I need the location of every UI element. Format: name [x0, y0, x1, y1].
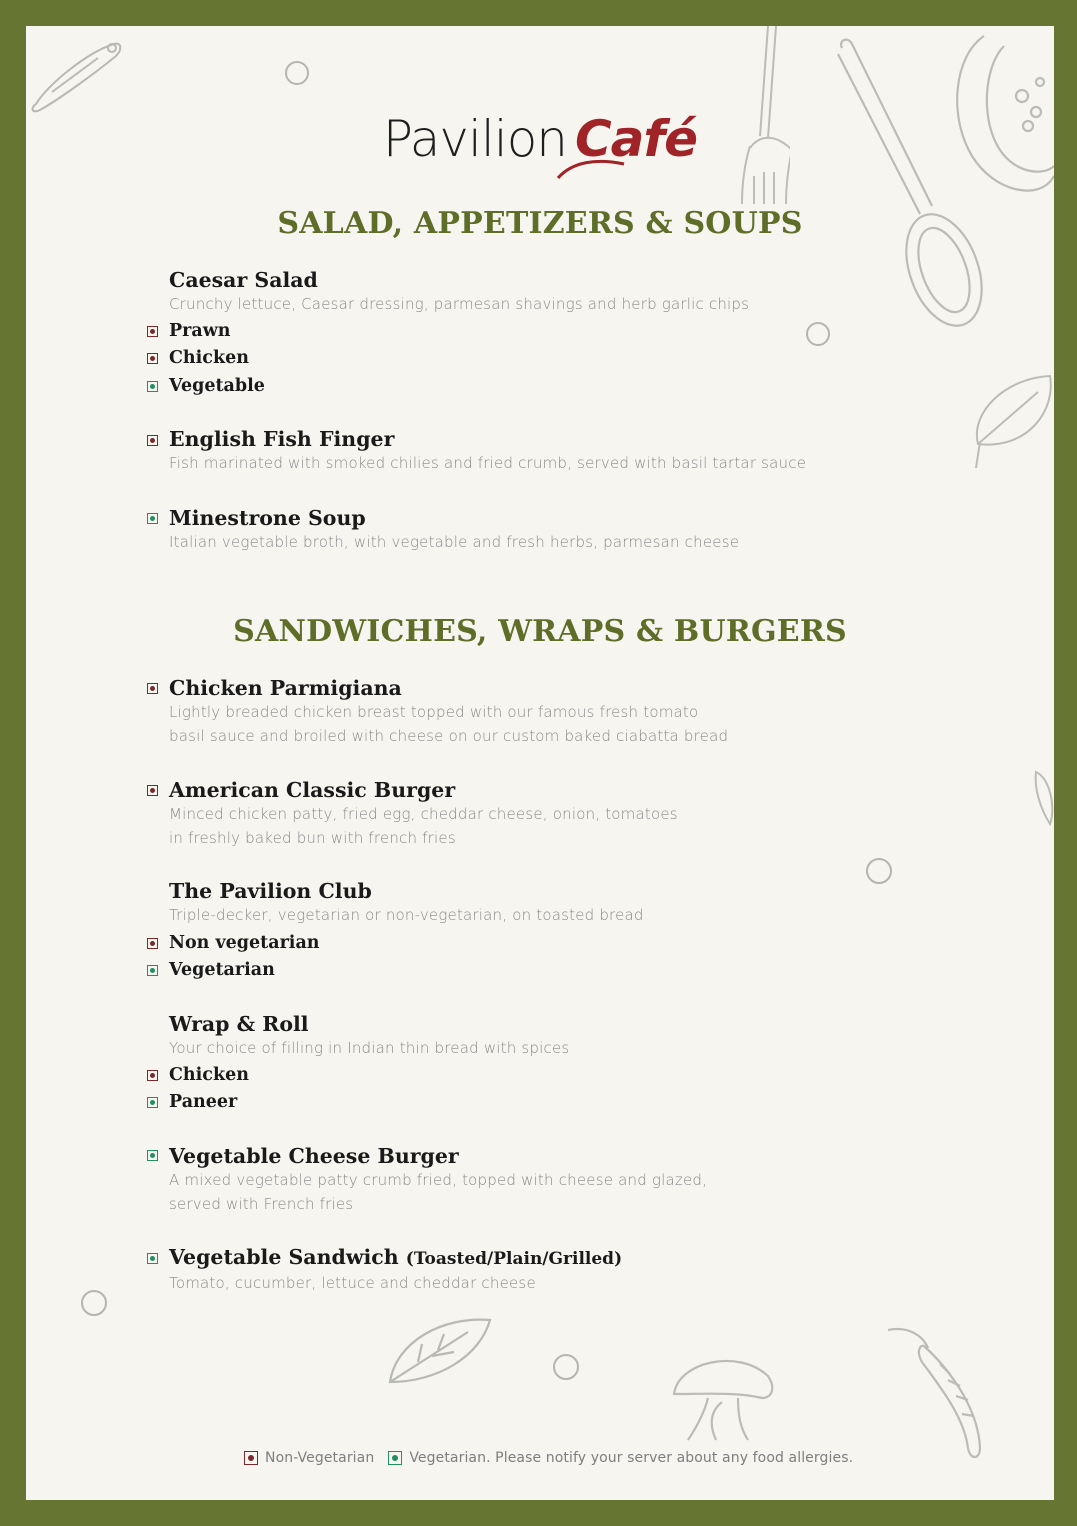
option-non-vegetarian: Non vegetarian: [169, 933, 320, 953]
chili-pepper-sketch-icon: [884, 1324, 994, 1464]
diet-legend: [244, 1450, 853, 1466]
option-chicken: Chicken: [169, 348, 249, 368]
brand-name-pavilion: Pavilion: [382, 110, 567, 168]
non-veg-icon: [147, 435, 158, 446]
option-chicken: Chicken: [169, 1065, 249, 1085]
non-veg-icon: [244, 1451, 258, 1465]
item-name: Caesar Salad: [169, 268, 318, 292]
option-paneer: Paneer: [169, 1092, 238, 1112]
non-veg-icon: [147, 938, 158, 949]
item-name-note: (Toasted/Plain/Grilled): [405, 1249, 623, 1269]
veg-icon: [147, 1150, 158, 1161]
legend-veg-label: Vegetarian. Please notify your server about any food allergies.: [409, 1450, 854, 1466]
item-description: Your choice of filling in Indian thin bread with spices: [169, 1039, 570, 1057]
mushroom-sketch-icon: [668, 1352, 778, 1442]
item-description-line2: in freshly baked bun with french fries: [169, 828, 456, 847]
brand-name-cafe: Café: [574, 110, 698, 168]
non-veg-icon: [147, 326, 158, 337]
option-vegetarian: Vegetarian: [169, 960, 275, 980]
item-description: Lightly breaded chicken breast topped with our famous fresh tomato: [169, 703, 699, 721]
item-name: American Classic Burger: [169, 778, 456, 802]
menu-page: [26, 26, 1054, 1500]
menu-item-wrap-roll: [169, 1012, 569, 1061]
section-title-salads: SALAD, APPETIZERS & SOUPS: [277, 206, 803, 241]
item-name: Minestrone Soup: [169, 506, 366, 530]
herb-sketch-icon: [1032, 768, 1054, 828]
veg-icon: [147, 513, 158, 524]
veg-icon: [147, 381, 158, 392]
menu-item-american-classic-burger: [169, 778, 678, 850]
non-veg-icon: [147, 683, 158, 694]
item-name-text: Vegetable Sandwich: [169, 1245, 399, 1269]
leaf-sketch-icon: [966, 372, 1054, 472]
menu-item-pavilion-club: [169, 879, 644, 928]
menu-item-minestrone-soup: [169, 506, 739, 555]
basil-leaf-sketch-icon: [382, 1312, 494, 1386]
brand-logo: [26, 110, 1054, 168]
menu-item-vegetable-cheese-burger: [169, 1144, 707, 1216]
item-name: Wrap & Roll: [169, 1012, 309, 1036]
item-description: Crunchy lettuce, Caesar dressing, parmesan shavings and herb garlic chips: [169, 295, 750, 313]
pea-icon: [552, 1352, 582, 1382]
legend-non-veg-label: Non-Vegetarian: [265, 1450, 375, 1466]
non-veg-icon: [147, 785, 158, 796]
item-name: Vegetable Cheese Burger: [169, 1144, 459, 1168]
veg-icon: [147, 1097, 158, 1108]
pea-icon: [80, 1288, 110, 1318]
menu-item-english-fish-finger: [169, 427, 806, 476]
non-veg-icon: [147, 353, 158, 364]
option-prawn: Prawn: [169, 321, 231, 341]
pea-icon: [284, 60, 312, 88]
non-veg-icon: [147, 1070, 158, 1081]
item-name: The Pavilion Club: [169, 879, 372, 903]
item-description: Triple-decker, vegetarian or non-vegetarian, on toasted bread: [169, 906, 644, 924]
item-name: English Fish Finger: [169, 427, 395, 451]
item-name: Chicken Parmigiana: [169, 676, 402, 700]
item-description: Minced chicken patty, fried egg, cheddar cheese, onion, tomatoes: [169, 805, 678, 823]
menu-item-caesar-salad: [169, 268, 749, 317]
veg-icon: [147, 965, 158, 976]
pea-icon: [804, 320, 834, 350]
veg-icon: [147, 1253, 158, 1264]
menu-item-chicken-parmigiana: [169, 676, 728, 748]
section-title-sandwiches: SANDWICHES, WRAPS & BURGERS: [233, 614, 847, 649]
item-name: [169, 1245, 622, 1271]
item-description-line2: basil sauce and broiled with cheese on our custom baked ciabatta bread: [169, 726, 729, 745]
item-description: A mixed vegetable patty crumb fried, topped with cheese and glazed,: [169, 1171, 708, 1189]
pea-icon: [864, 856, 894, 886]
menu-item-vegetable-sandwich: [169, 1245, 622, 1296]
option-vegetable: Vegetable: [169, 376, 265, 396]
item-description-line2: served with French fries: [169, 1194, 354, 1213]
item-description: Tomato, cucumber, lettuce and cheddar cheese: [169, 1274, 536, 1292]
veg-icon: [388, 1451, 402, 1465]
item-description: Italian vegetable broth, with vegetable and fresh herbs, parmesan cheese: [169, 533, 740, 551]
item-description: Fish marinated with smoked chilies and fried crumb, served with basil tartar sauce: [169, 454, 807, 472]
cucumber-sketch-icon: [28, 34, 124, 114]
logo-swoosh-icon: [556, 154, 626, 184]
